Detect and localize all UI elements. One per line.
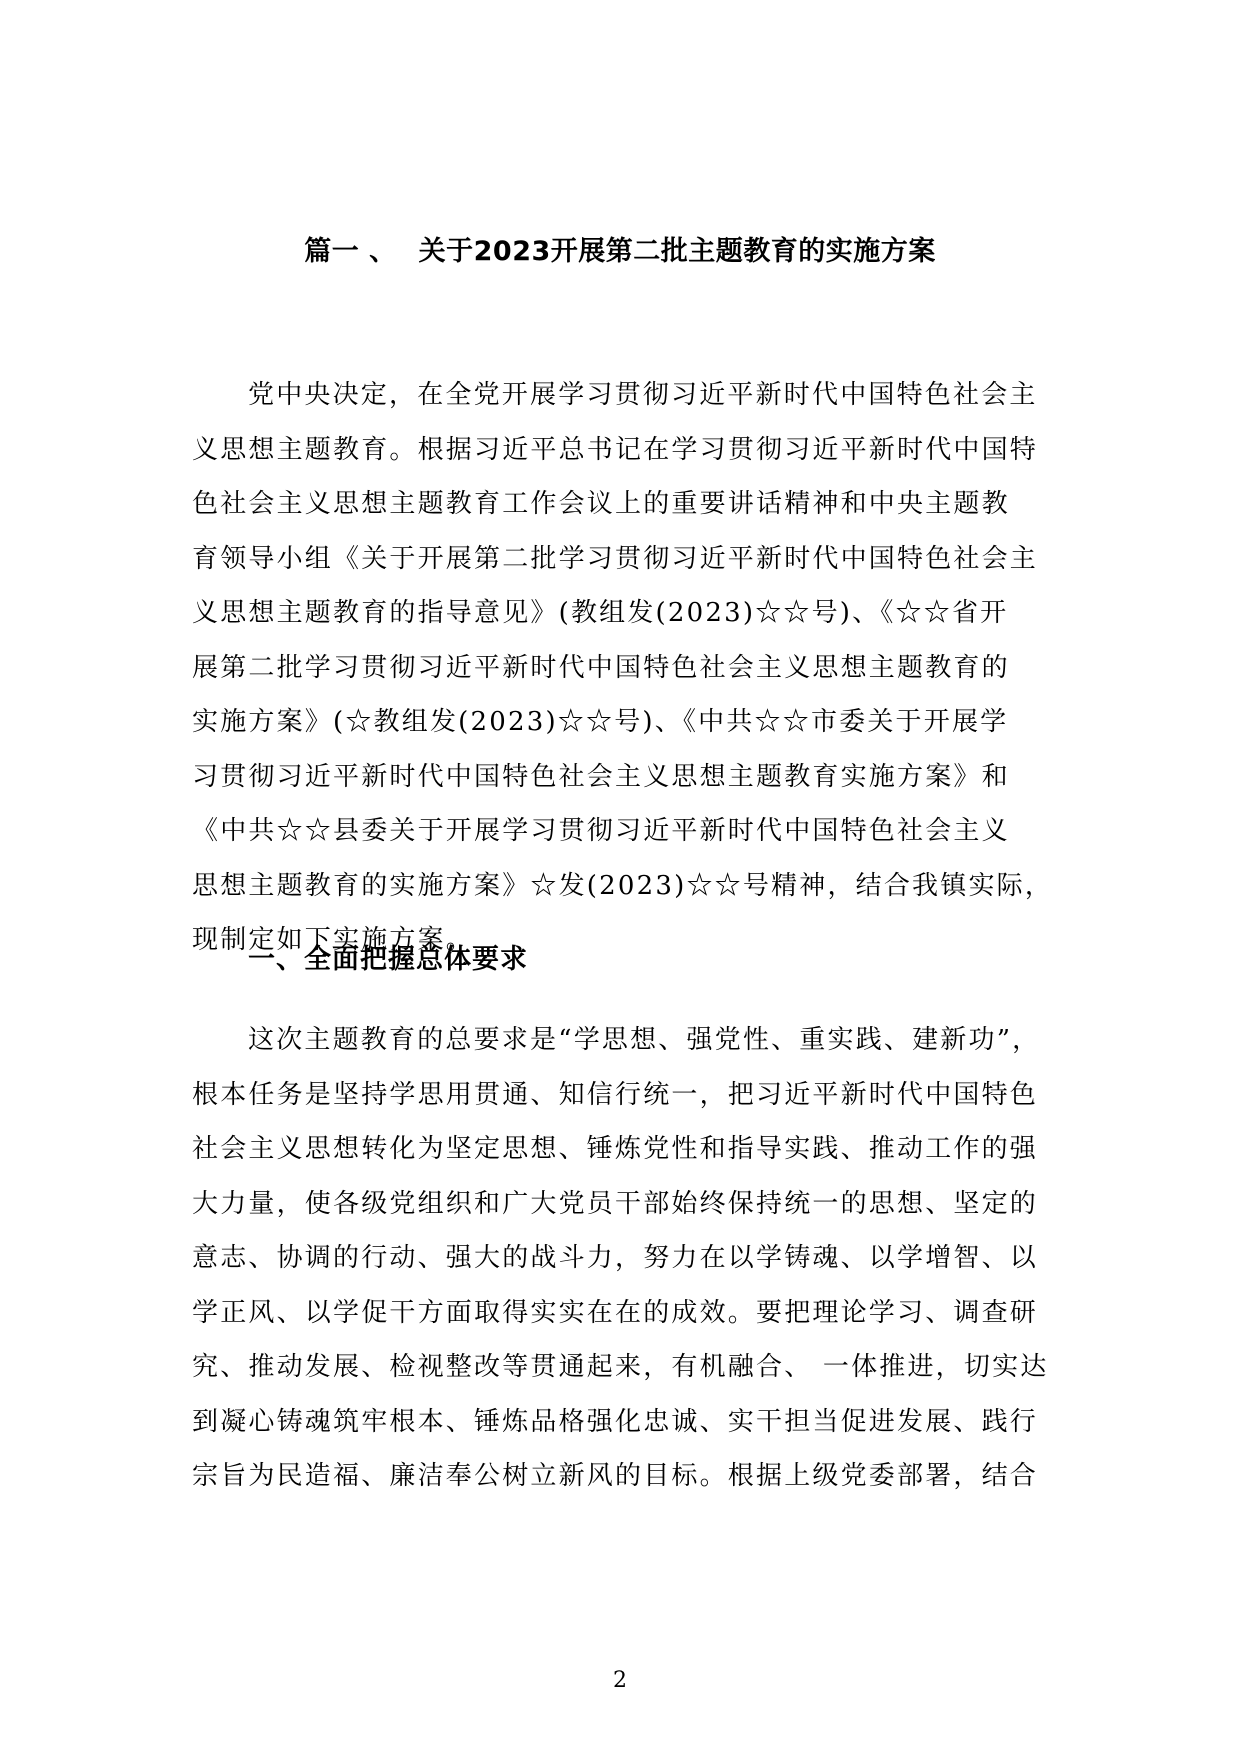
- paragraph-line: 根本任务是坚持学思用贯通、知信行统一，把习近平新时代中国特色: [192, 1079, 1039, 1110]
- paragraph-line: 义思想主题教育的指导意见》(教组发(2023)☆☆号)、《☆☆省开: [192, 598, 1009, 628]
- paragraph-line: 色社会主义思想主题教育工作会议上的重要讲话精神和中央主题教: [192, 489, 1010, 519]
- title-prefix: 篇一 、: [304, 236, 397, 267]
- paragraph-line: 意志、协调的行动、强大的战斗力，努力在以学铸魂、以学增智、以: [192, 1243, 1039, 1273]
- intro-paragraph: [192, 368, 1052, 968]
- paragraph-line: 到凝心铸魂筑牢根本、锤炼品格强化忠诚、实干担当促进发展、践行: [192, 1406, 1039, 1437]
- paragraph-line: 现制定如下实施方案。: [192, 925, 475, 955]
- paragraph-line: 社会主义思想转化为坚定思想、锤炼党性和指导实践、推动工作的强: [192, 1134, 1039, 1164]
- paragraph-line: 这次主题教育的总要求是“学思想、强党性、重实践、建新功”，: [248, 1025, 1041, 1055]
- paragraph-line: 究、推动发展、检视整改等贯通起来，有机融合、 一体推进，切实达: [192, 1352, 1049, 1382]
- section-heading: 一、全面把握总体要求: [248, 944, 528, 975]
- paragraph-line: 宗旨为民造福、廉洁奉公树立新风的目标。根据上级党委部署，结合: [192, 1461, 1039, 1491]
- page-number: 2: [613, 1668, 627, 1693]
- paragraph-line: 《中共☆☆县委关于开展学习贯彻习近平新时代中国特色社会主义: [192, 816, 1010, 846]
- paragraph-line: 思想主题教育的实施方案》☆发(2023)☆☆号精神，结合我镇实际，: [192, 870, 1054, 901]
- title-main: 关于2023开展第二批主题教育的实施方案: [418, 236, 936, 267]
- paragraph-line: 习贯彻习近平新时代中国特色社会主义思想主题教育实施方案》和: [192, 761, 1010, 792]
- paragraph-line: 育领导小组《关于开展第二批学习贯彻习近平新时代中国特色社会主: [192, 543, 1039, 574]
- paragraph-line: 实施方案》(☆教组发(2023)☆☆号)、《中共☆☆市委关于开展学: [192, 707, 1009, 737]
- paragraph-line: 展第二批学习贯彻习近平新时代中国特色社会主义思想主题教育的: [192, 652, 1010, 683]
- paragraph-line: 义思想主题教育。根据习近平总书记在学习贯彻习近平新时代中国特: [192, 434, 1039, 465]
- document-title: [0, 232, 1240, 272]
- section1-paragraph: [192, 1013, 1052, 1504]
- paragraph-line: 学正风、以学促干方面取得实实在在的成效。要把理论学习、调查研: [192, 1297, 1039, 1328]
- paragraph-line: 党中央决定，在全党开展学习贯彻习近平新时代中国特色社会主: [248, 380, 1038, 410]
- paragraph-line: 大力量，使各级党组织和广大党员干部始终保持统一的思想、坚定的: [192, 1188, 1039, 1219]
